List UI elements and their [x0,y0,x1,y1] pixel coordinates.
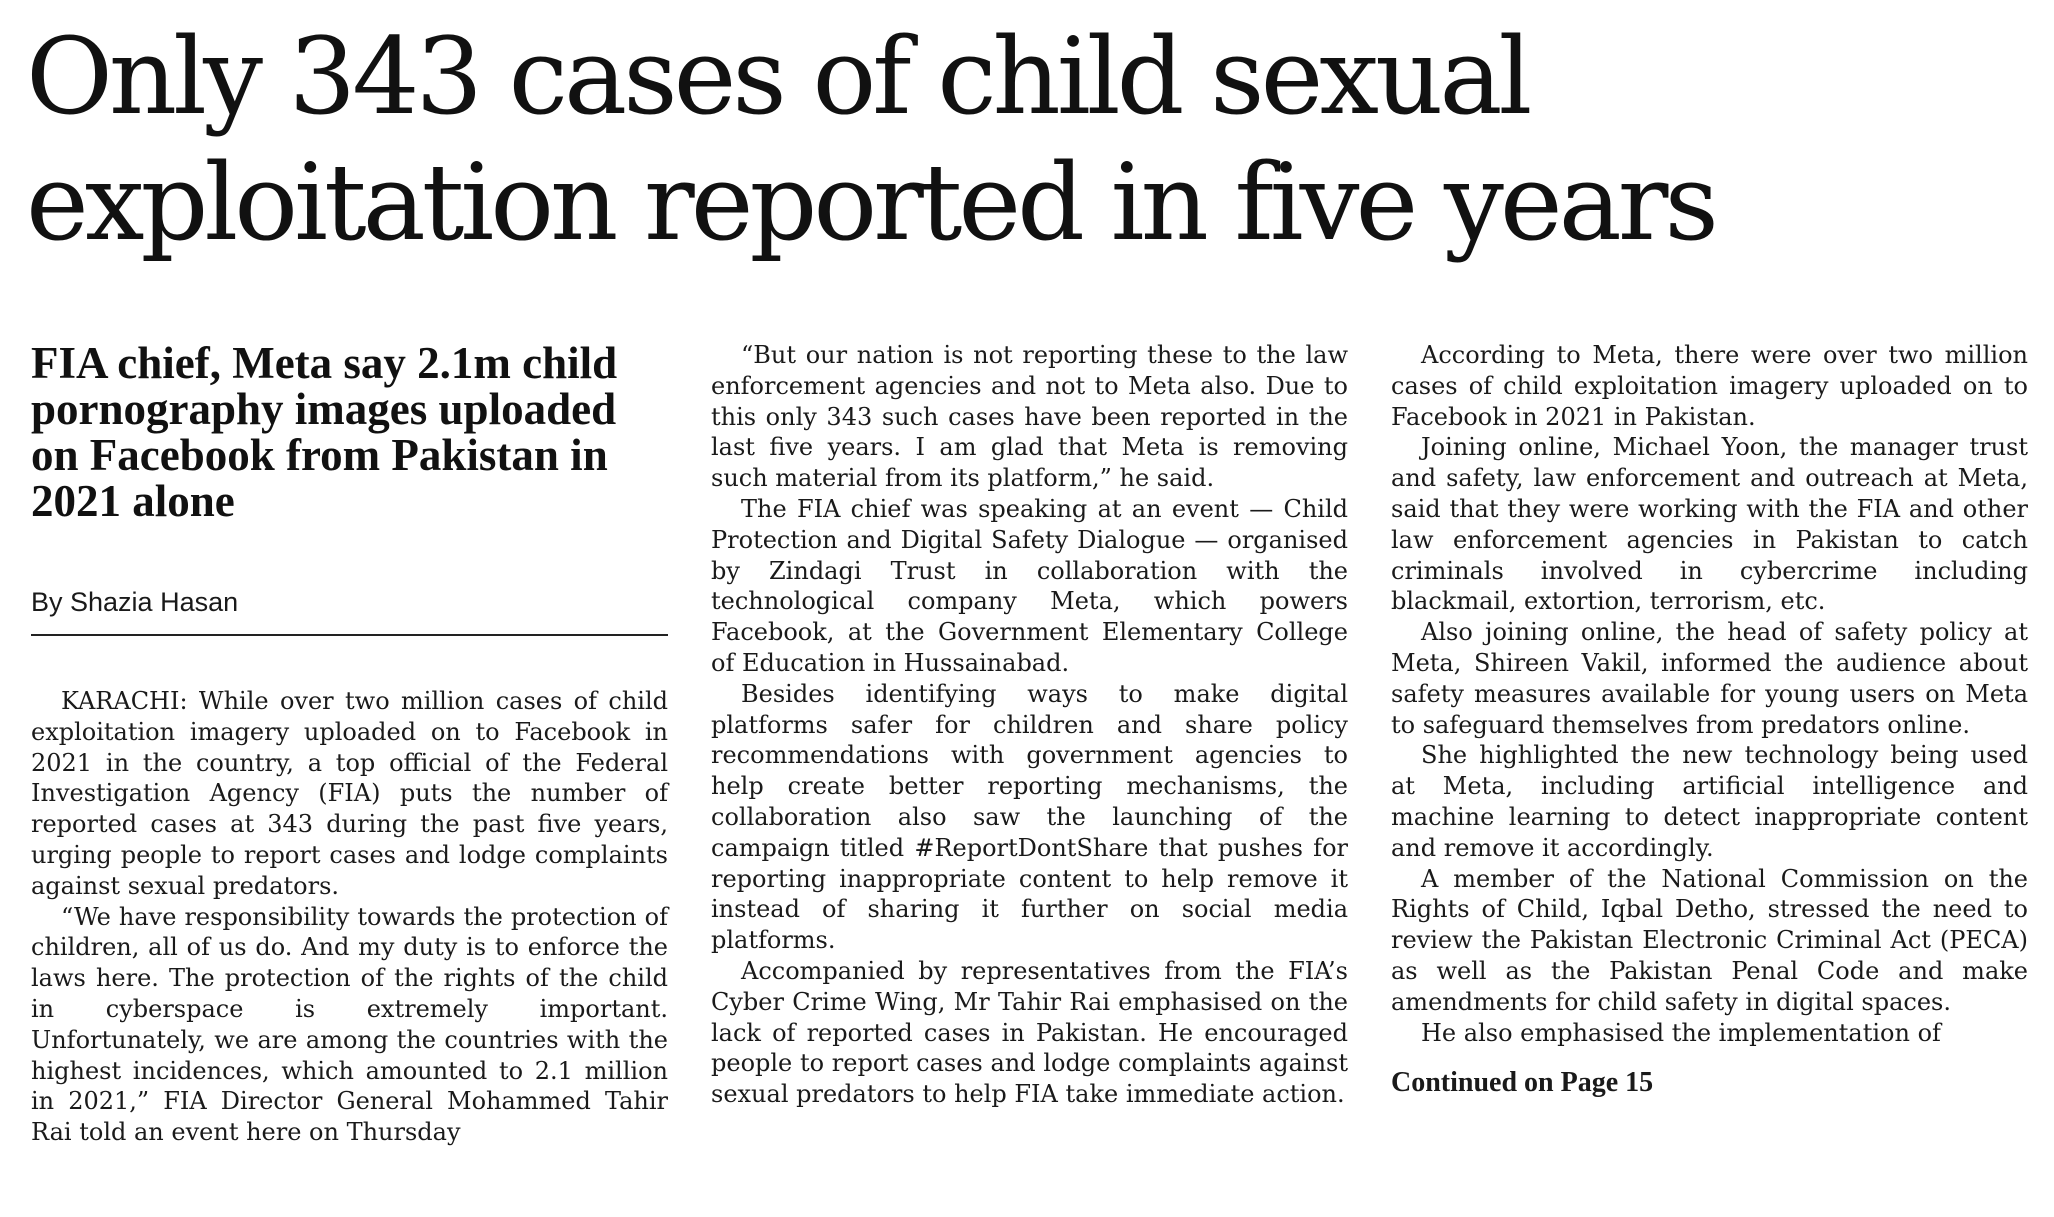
paragraph: He also emphasised the implementation of [1421,1018,1941,1047]
paragraph: “We have responsibility towards the protection of children, all of us do. And my duty is to enforce the laws here. The protection of the rights of the child in cyberspace is extremely important. Unfortunately, we are among the countries with the highest incidences, which amounted to 2.1 million in 2021,” FIA Director General Mohammed Tahir Rai told an event here on Thursday [31,902,668,1147]
subheadline: FIA chief, Meta say 2.1m child pornography images uploaded on Facebook from Pakistan in 2021 alone [31,338,618,526]
paragraph: She highlighted the new technology being used at Meta, including artificial intelligence and machine learning to detect inappropriate content and remove it accordingly. [1391,741,2028,862]
byline: By Shazia Hasan [31,586,668,636]
headline [26,14,2036,266]
paragraph: Besides identifying ways to make digital platforms safer for children and share policy recommendations with government agencies to help create better reporting mechanisms, the collaboration also saw the launching of the campaign titled #ReportDontShare that pushes for reporting inappropriate content to help remove it instead of sharing it further on social media platforms. [711,679,1348,955]
paragraph: Accompanied by representatives from the FIA’s Cyber Crime Wing, Mr Tahir Rai emphasised on the lack of reported cases in Pakistan. He encouraged people to report cases and lodge complaints against sexual predators to help FIA take immediate action. [711,956,1348,1109]
paragraph: According to Meta, there were over two million cases of child exploitation imagery uploaded on to Facebook in 2021 in Pakistan. [1391,341,2028,431]
paragraph: The FIA chief was speaking at an event — Child Protection and Digital Safety Dialogue — organised by Zindagi Trust in collaboration with the technological company Meta, which powers Facebook, at the Government Elementary College of Education in Hussainabad. [711,494,1348,677]
paragraph: Also joining online, the head of safety policy at Meta, Shireen Vakil, informed the audience about safety measures available for young users on Meta to safeguard themselves from predators online. [1391,618,2028,739]
paragraph: KARACHI: While over two million cases of child exploitation imagery uploaded on to Facebook in 2021 in the country, a top official of the Federal Investigation Agency (FIA) puts the number of reported cases at 343 during the past five years, urging people to report cases and lodge complaints against sexual predators. [31,687,668,900]
column-2 [711,340,1348,1110]
paragraph: “But our nation is not reporting these to the law enforcement agencies and not to Meta also. Due to this only 343 such cases have been reported in the last five years. I am glad that Meta is removing such material from its platform,” he said. [711,341,1348,493]
continued-on-page-link: Continued on Page 15 [1391,1067,1654,1099]
column-1 [31,340,668,1148]
headline-line-2: exploitation reported in five years [26,141,1715,264]
paragraph: Joining online, Michael Yoon, the manager trust and safety, law enforcement and outreach at Meta, said that they were working with the FIA and other law enforcement agencies in Pakistan to catch criminals involved in cybercrime including blackmail, extortion, terrorism, etc. [1391,433,2028,616]
column-3 [1391,340,2028,1099]
paragraph: A member of the National Commission on the Rights of Child, Iqbal Detho, stressed the need to review the Pakistan Electronic Criminal Act (PECA) as well as the Pakistan Penal Code and make amendments for child safety in digital spaces. [1391,864,2028,1016]
headline-line-1: Only 343 cases of child sexual [26,15,1529,138]
column-1-body [31,686,668,1148]
